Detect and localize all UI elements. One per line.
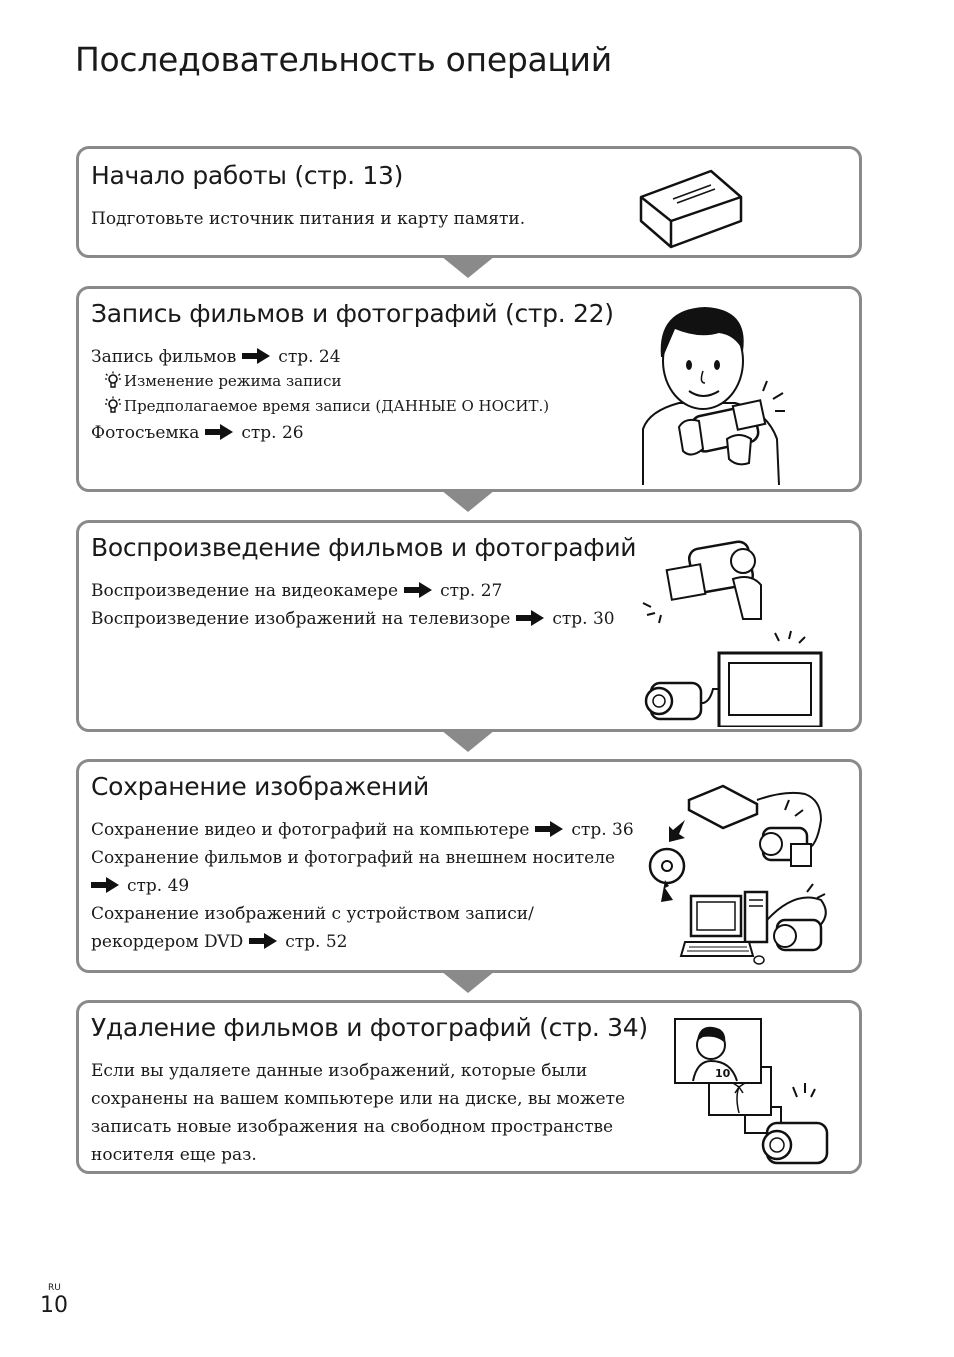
- section-line-dvd: [91, 900, 534, 928]
- line-text: Сохранение изображений с устройством записи/: [91, 904, 534, 924]
- arrow-right-icon: [205, 424, 233, 440]
- photos-camcorder-icon: [673, 1017, 843, 1173]
- line-text: Фотосъемка: [91, 423, 200, 443]
- line-text: Запись фильмов: [91, 347, 237, 367]
- arrow-right-icon: [249, 933, 277, 949]
- section-getting-started: [76, 146, 862, 258]
- section-text: Подготовьте источник питания и карту памяти.: [91, 209, 526, 229]
- arrow-right-icon: [242, 348, 270, 364]
- section-text: носителя еще раз.: [91, 1145, 257, 1165]
- section-line-external-ref: [91, 872, 189, 900]
- battery-icon: [637, 169, 747, 249]
- section-text: Если вы удаляете данные изображений, которые были: [91, 1061, 588, 1081]
- section-recording: [76, 286, 862, 492]
- arrow-right-icon: [516, 610, 544, 626]
- person-recording-icon: [639, 299, 789, 487]
- flow-arrow: [441, 256, 495, 278]
- page-ref-link[interactable]: стр. 26: [241, 423, 304, 443]
- line-text: Воспроизведение изображений на телевизоре: [91, 609, 511, 629]
- flow-arrow: [441, 730, 495, 752]
- section-heading: Воспроизведение фильмов и фотографий: [91, 533, 637, 562]
- camcorder-tv-icon: [639, 533, 829, 727]
- section-line-tv: [91, 605, 615, 633]
- tip-line: [91, 369, 342, 394]
- arrow-right-icon: [535, 821, 563, 837]
- line-text: рекордером DVD: [91, 932, 244, 952]
- section-line-camcorder: [91, 577, 502, 605]
- tip-bulb-icon: [105, 396, 121, 414]
- section-line-movies: [91, 343, 341, 371]
- section-deleting: [76, 1000, 862, 1174]
- page-ref-link[interactable]: стр. 36: [571, 820, 634, 840]
- page-language: RU: [48, 1283, 61, 1293]
- section-playback: [76, 520, 862, 732]
- computer-dvd-icon: [645, 780, 835, 966]
- arrow-right-icon: [404, 582, 432, 598]
- line-text: Сохранение фильмов и фотографий на внешнем носителе: [91, 848, 616, 868]
- flow-arrow: [441, 971, 495, 993]
- section-line-computer: [91, 816, 634, 844]
- page-title: Последовательность операций: [75, 40, 612, 79]
- tip-link[interactable]: Изменение режима записи: [124, 372, 342, 390]
- flow-arrow: [441, 490, 495, 512]
- section-line-photo: [91, 419, 304, 447]
- section-line-dvd-ref: [91, 928, 347, 956]
- section-heading: Удаление фильмов и фотографий (стр. 34): [91, 1013, 648, 1042]
- section-text: записать новые изображения на свободном пространстве: [91, 1117, 614, 1137]
- tip-link[interactable]: Предполагаемое время записи (ДАННЫЕ О НОСИТ.): [124, 397, 550, 415]
- line-text: Сохранение видео и фотографий на компьютере: [91, 820, 530, 840]
- line-text: Воспроизведение на видеокамере: [91, 581, 399, 601]
- section-heading: Начало работы (стр. 13): [91, 161, 404, 190]
- section-saving: [76, 759, 862, 973]
- section-heading: Сохранение изображений: [91, 772, 429, 801]
- page-number: 10: [40, 1293, 68, 1318]
- section-text: сохранены на вашем компьютере или на диске, вы можете: [91, 1089, 626, 1109]
- page-ref-link[interactable]: стр. 52: [285, 932, 348, 952]
- photo-shirt-number: 10: [715, 1067, 731, 1080]
- page-ref-link[interactable]: стр. 49: [127, 876, 190, 896]
- page-ref-link[interactable]: стр. 27: [440, 581, 503, 601]
- tip-bulb-icon: [105, 371, 121, 389]
- page-ref-link[interactable]: стр. 30: [552, 609, 615, 629]
- arrow-right-icon: [91, 877, 119, 893]
- section-line-external: [91, 844, 615, 872]
- tip-line: [91, 394, 549, 419]
- section-heading: Запись фильмов и фотографий (стр. 22): [91, 299, 614, 328]
- page-ref-link[interactable]: стр. 24: [278, 347, 341, 367]
